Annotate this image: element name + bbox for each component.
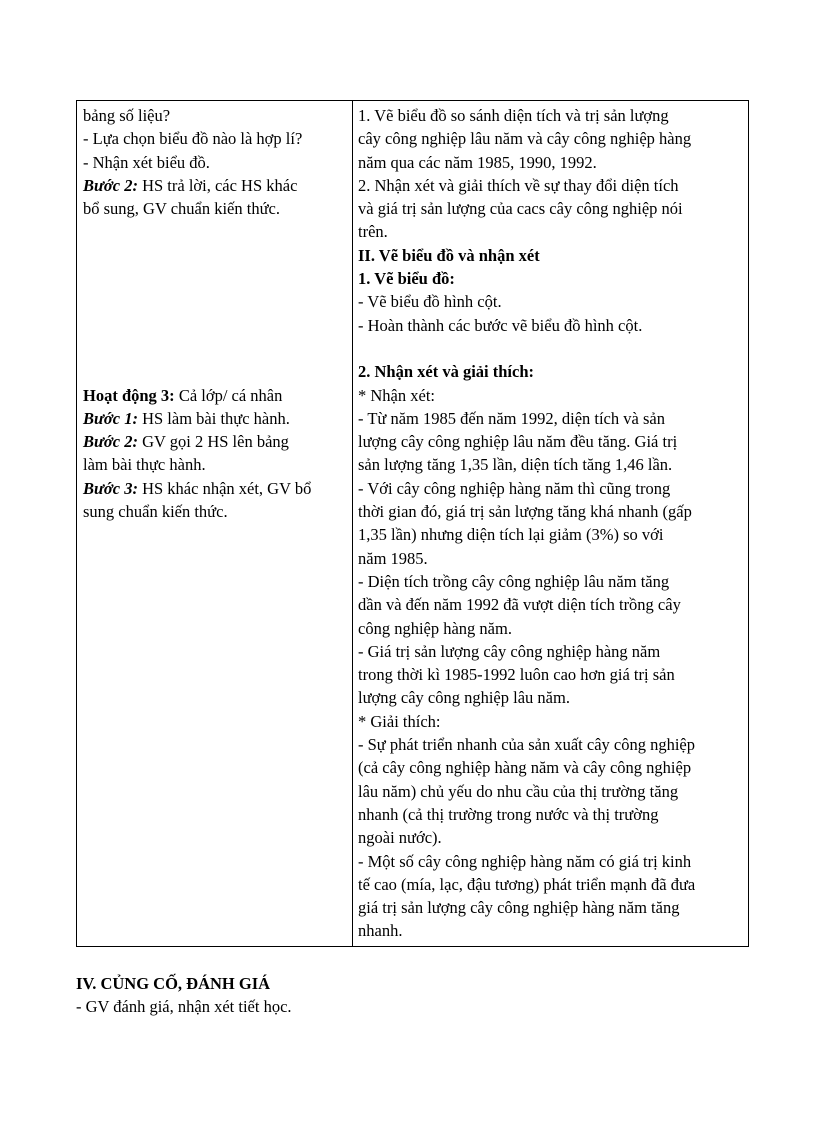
step-text: GV gọi 2 HS lên bảng	[137, 432, 289, 452]
section-iv-heading: IV. CỦNG CỐ, ĐÁNH GIÁ	[76, 974, 271, 993]
activity-text: Cả lớp/ cá nhân	[174, 385, 283, 405]
step-label: Bước 3:	[83, 478, 138, 498]
right-line: - Hoàn thành các bước vẽ biểu đồ hình cột.	[358, 315, 643, 335]
right-line: dần và đến năm 1992 đã vượt diện tích trồng cây	[358, 595, 681, 615]
lesson-table	[76, 100, 749, 947]
right-line: thời gian đó, giá trị sản lượng tăng khá nhanh (gấp	[358, 502, 692, 522]
right-line: tế cao (mía, lạc, đậu tương) phát triển mạnh đã đưa	[358, 874, 696, 894]
task-lines	[358, 104, 742, 244]
step-label: Bước 1:	[83, 408, 138, 428]
right-line: sản lượng tăng 1,35 lần, diện tích tăng 1,46 lần.	[358, 455, 673, 475]
right-line: và giá trị sản lượng của cacs cây công nghiệp nói	[358, 199, 683, 219]
right-line: trên.	[358, 222, 388, 242]
right-line: năm 1985.	[358, 548, 428, 568]
right-line: lâu năm) chủ yếu do nhu cầu của thị trường tăng	[358, 781, 679, 801]
step-text: HS trả lời, các HS khác	[137, 175, 298, 195]
step-3-line	[83, 477, 345, 500]
right-line: (cả cây công nghiệp hàng năm và cây công nghiệp	[358, 758, 692, 778]
heading-section-ii: II. Vẽ biểu đồ và nhận xét	[358, 245, 540, 265]
step-label: Bước 2:	[83, 175, 138, 195]
left-line: - Nhận xét biểu đồ.	[83, 152, 210, 172]
comment-label: * Nhận xét:	[358, 385, 435, 405]
step-text: HS làm bài thực hành.	[137, 408, 290, 428]
heading-draw-chart: 1. Vẽ biểu đồ:	[358, 269, 455, 289]
step-1-line	[83, 407, 345, 430]
right-line: - Từ năm 1985 đến năm 1992, diện tích và sản	[358, 408, 665, 428]
right-line: 2. Nhận xét và giải thích về sự thay đổi diện tích	[358, 175, 679, 195]
right-line: 1,35 lần) nhưng diện tích lại giảm (3%) so với	[358, 525, 664, 545]
left-line: sung chuẩn kiến thức.	[83, 502, 228, 522]
explain-label: * Giải thích:	[358, 711, 441, 731]
right-line: - Giá trị sản lượng cây công nghiệp hàng năm	[358, 641, 661, 661]
right-line: - Sự phát triển nhanh của sản xuất cây công nghiệp	[358, 735, 696, 755]
left-line: bảng số liệu?	[83, 106, 171, 125]
left-line: - Lựa chọn biểu đồ nào là hợp lí?	[83, 129, 303, 149]
right-line: trong thời kì 1985-1992 luôn cao hơn giá trị sản	[358, 665, 675, 685]
left-line: bổ sung, GV chuẩn kiến thức.	[83, 199, 280, 219]
right-line: giá trị sản lượng cây công nghiệp hàng năm tăng	[358, 898, 680, 918]
activity-label: Hoạt động 3:	[83, 385, 175, 405]
right-line: năm qua các năm 1985, 1990, 1992.	[358, 152, 597, 172]
right-line: nhanh.	[358, 921, 403, 941]
heading-comment-explain: 2. Nhận xét và giải thích:	[358, 362, 535, 382]
step-2-line	[83, 174, 345, 197]
step-label: Bước 2:	[83, 432, 138, 452]
section-iv-text: - GV đánh giá, nhận xét tiết học.	[76, 997, 292, 1016]
activity-3-line	[83, 384, 345, 407]
right-line: - Diện tích trồng cây công nghiệp lâu năm tăng	[358, 571, 670, 591]
right-line: công nghiệp hàng năm.	[358, 618, 512, 638]
right-line: nhanh (cả thị trường trong nước và thị trường	[358, 804, 659, 824]
right-line: - Với cây công nghiệp hàng năm thì cũng trong	[358, 478, 671, 498]
right-line: lượng cây công nghiệp lâu năm.	[358, 688, 570, 708]
right-line: - Một số cây công nghiệp hàng năm có giá trị kinh	[358, 851, 692, 871]
step-2-line	[83, 430, 345, 453]
right-line: - Vẽ biểu đồ hình cột.	[358, 292, 502, 312]
section-iv	[76, 972, 292, 1018]
right-line: lượng cây công nghiệp lâu năm đều tăng. Giá trị	[358, 432, 678, 452]
activity-column	[83, 104, 345, 523]
content-column	[358, 104, 742, 943]
step-text: HS khác nhận xét, GV bổ	[137, 478, 312, 498]
right-line: ngoài nước).	[358, 828, 442, 848]
left-line: làm bài thực hành.	[83, 455, 206, 475]
column-divider	[352, 101, 353, 946]
right-line: 1. Vẽ biểu đồ so sánh diện tích và trị sản lượng	[358, 106, 669, 125]
right-line: cây công nghiệp lâu năm và cây công nghiệp hàng	[358, 129, 692, 149]
